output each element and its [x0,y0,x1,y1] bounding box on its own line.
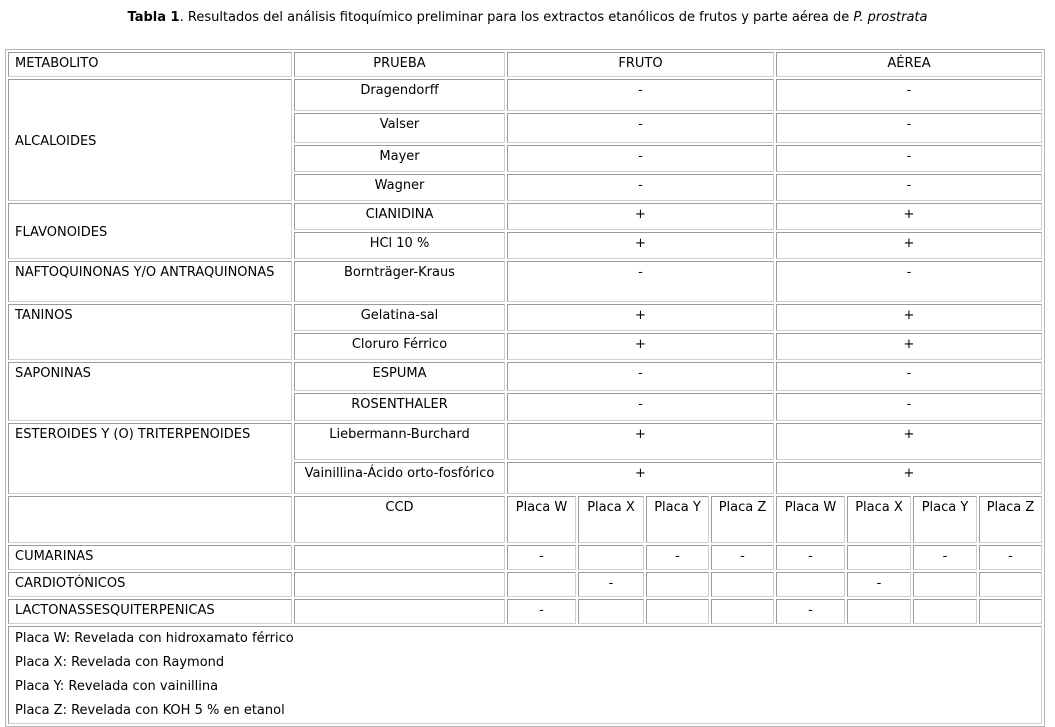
plate-result-cell [646,599,709,624]
fruto-result-cell: + [507,462,774,494]
fruto-result-cell: + [507,333,774,360]
plate-result-cell [847,599,911,624]
ccd-test-blank [294,572,505,597]
header-prueba: PRUEBA [294,52,505,77]
plate-result-cell: - [776,545,845,570]
plate-result-cell [578,545,644,570]
metabolite-cell: SAPONINAS [8,362,292,421]
test-name-cell: Bornträger-Kraus [294,261,505,302]
plate-result-cell: - [847,572,911,597]
header-row [8,52,1042,77]
caption-species: P. prostrata [853,10,928,25]
test-name-cell: Cloruro Férrico [294,333,505,360]
plate-result-cell [646,572,709,597]
fruto-result-cell: - [507,145,774,172]
fruto-result-cell: - [507,362,774,391]
caption-text: . Resultados del análisis fitoquímico preliminar para los extractos etanólicos de frutos y parte aérea de [179,10,854,25]
caption-label: Tabla 1 [127,10,180,25]
plate-result-cell [578,599,644,624]
legend-item: Placa W: Revelada con hidroxamato férrico [15,631,294,646]
table-row [8,79,1042,111]
aerea-result-cell: - [776,174,1042,201]
metabolite-cell: FLAVONOIDES [8,203,292,259]
plate-header-cell: Placa W [776,496,845,543]
table-row [8,304,1042,331]
plate-result-cell: - [578,572,644,597]
header-fruto: FRUTO [507,52,774,77]
aerea-result-cell: - [776,393,1042,421]
ccd-test-blank [294,599,505,624]
aerea-result-cell: + [776,203,1042,230]
ccd-label: CCD [294,496,505,543]
fruto-result-cell: - [507,393,774,421]
fruto-result-cell: + [507,423,774,460]
ccd-metabolite-cell: CUMARINAS [8,545,292,570]
ccd-header-row [8,496,1042,543]
table-row [8,203,1042,230]
test-name-cell: CIANIDINA [294,203,505,230]
test-name-cell: Dragendorff [294,79,505,111]
aerea-result-cell: - [776,362,1042,391]
plate-result-cell [507,572,576,597]
table-row [8,261,1042,302]
fruto-result-cell: - [507,261,774,302]
ccd-row [8,599,1042,624]
ccd-metabolite-cell: CARDIOTÓNICOS [8,572,292,597]
plate-result-cell: - [507,599,576,624]
plate-result-cell [913,599,977,624]
plate-result-cell: - [776,599,845,624]
legend-item: Placa Z: Revelada con KOH 5 % en etanol [15,703,285,718]
aerea-result-cell: + [776,333,1042,360]
aerea-result-cell: + [776,462,1042,494]
phytochemical-table [5,49,1045,727]
plate-header-cell: Placa Z [979,496,1042,543]
plate-result-cell: - [711,545,774,570]
legend-row [8,626,1042,724]
aerea-result-cell: - [776,145,1042,172]
aerea-result-cell: + [776,232,1042,259]
test-name-cell: Vainillina-Ácido orto-fosfórico [294,462,505,494]
header-aerea: AÉREA [776,52,1042,77]
metabolite-cell: NAFTOQUINONAS Y/O ANTRAQUINONAS [8,261,292,302]
fruto-result-cell: + [507,203,774,230]
test-name-cell: HCl 10 % [294,232,505,259]
ccd-row [8,572,1042,597]
fruto-result-cell: - [507,174,774,201]
table-row [8,362,1042,391]
plate-result-cell [847,545,911,570]
aerea-result-cell: + [776,423,1042,460]
ccd-test-blank [294,545,505,570]
plate-result-cell [979,572,1042,597]
test-name-cell: Gelatina-sal [294,304,505,331]
plate-result-cell [979,599,1042,624]
table-caption [0,10,1055,25]
aerea-result-cell: - [776,261,1042,302]
aerea-result-cell: - [776,79,1042,111]
plate-header-cell: Placa X [578,496,644,543]
test-name-cell: Liebermann-Burchard [294,423,505,460]
plate-result-cell: - [979,545,1042,570]
test-name-cell: Valser [294,113,505,143]
plate-result-cell: - [913,545,977,570]
plate-header-cell: Placa Y [646,496,709,543]
legend-item: Placa X: Revelada con Raymond [15,655,225,670]
ccd-metabolite-blank [8,496,292,543]
legend-item: Placa Y: Revelada con vainillina [15,679,219,694]
table-row [8,423,1042,460]
fruto-result-cell: - [507,79,774,111]
test-name-cell: ESPUMA [294,362,505,391]
legend-cell [8,626,1042,724]
fruto-result-cell: - [507,113,774,143]
metabolite-cell: ESTEROIDES Y (O) TRITERPENOIDES [8,423,292,494]
ccd-row [8,545,1042,570]
plate-result-cell [711,572,774,597]
aerea-result-cell: - [776,113,1042,143]
plate-result-cell [913,572,977,597]
plate-header-cell: Placa Z [711,496,774,543]
metabolite-cell: TANINOS [8,304,292,360]
metabolite-cell: ALCALOIDES [8,79,292,201]
plate-header-cell: Placa Y [913,496,977,543]
plate-result-cell [711,599,774,624]
aerea-result-cell: + [776,304,1042,331]
ccd-metabolite-cell: LACTONASSESQUITERPENICAS [8,599,292,624]
header-metabolito: METABOLITO [8,52,292,77]
plate-header-cell: Placa W [507,496,576,543]
fruto-result-cell: + [507,232,774,259]
fruto-result-cell: + [507,304,774,331]
plate-result-cell: - [646,545,709,570]
plate-header-cell: Placa X [847,496,911,543]
plate-result-cell [776,572,845,597]
test-name-cell: Wagner [294,174,505,201]
test-name-cell: ROSENTHALER [294,393,505,421]
plate-result-cell: - [507,545,576,570]
test-name-cell: Mayer [294,145,505,172]
